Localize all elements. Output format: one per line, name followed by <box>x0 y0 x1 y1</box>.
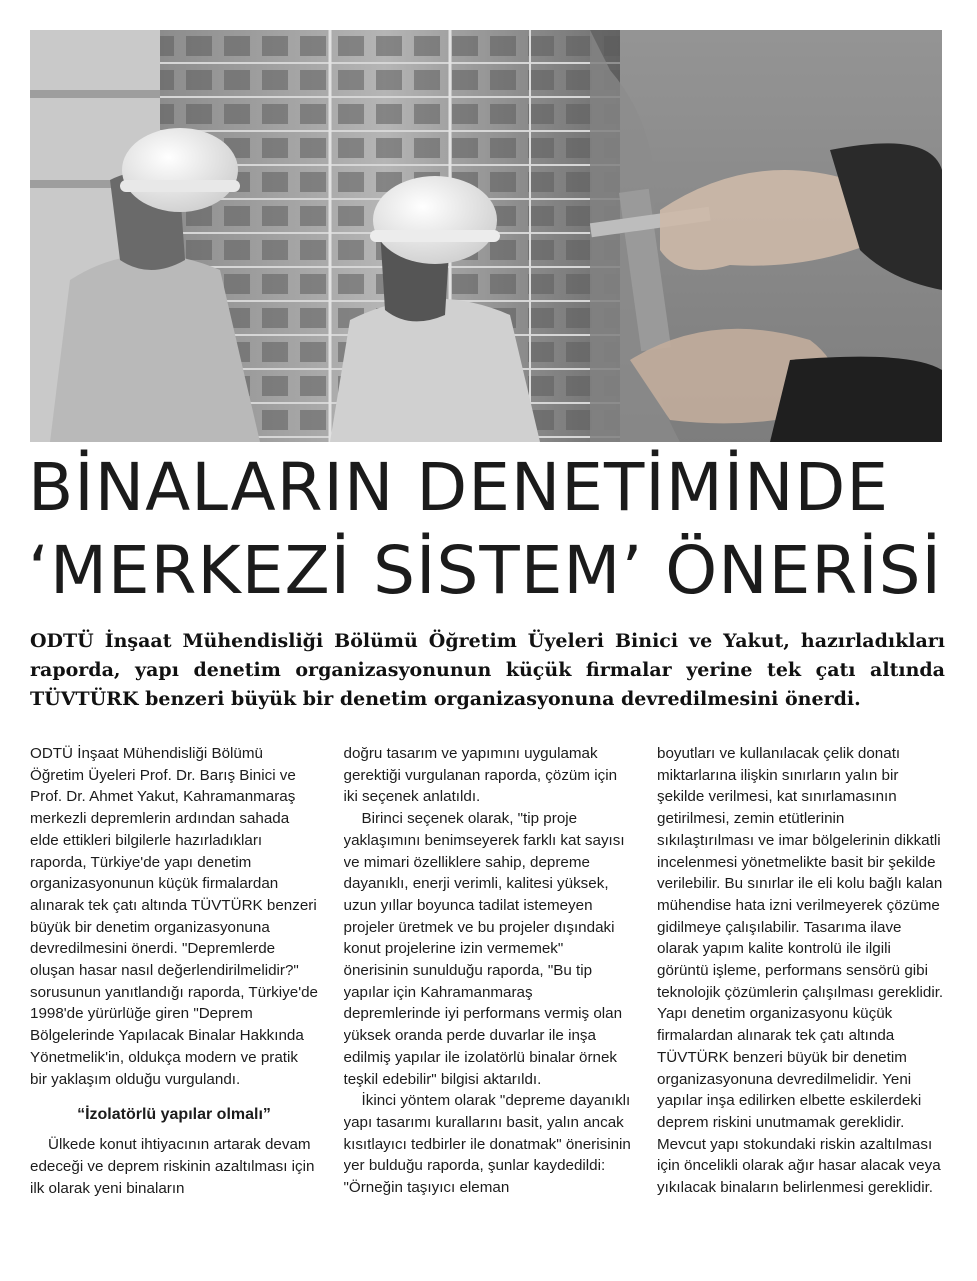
body-paragraph: Ülkede konut ihtiyacının artarak devam edeceği ve deprem riskinin azaltılması için ilk olarak yeni binaların <box>30 1136 315 1197</box>
body-paragraph: doğru tasarım ve yapımını uygulamak gerektiği vurgulanan raporda, çözüm için iki seçenek anlatıldı. <box>343 745 618 806</box>
article-body <box>30 743 945 1268</box>
body-paragraph: İkinci yöntem olarak "depreme dayanıklı yapı tasarımı kurallarını basit, yalın ancak kısıtlayıcı tedbirler ile donatmak" önerisinin yer bulduğu raporda, şunlar kaydedildi: "Örneğin taşıyıcı eleman <box>343 1092 631 1197</box>
body-paragraph: Birinci seçenek olarak, "tip proje yaklaşımını benimseyerek farklı kat sayısı ve mimari özelliklere sahip, depreme dayanıklı, enerji verimli, kalitesi yüksek, uzun yıllar boyunca tadilat istemeyen projeler üretmek ve bu projeler dışındaki konut projelerine izin vermemek" önerisinin sunulduğu raporda, "Bu tip yapılar için Kahramanmaraş depremlerinde iyi performans vermiş olan yüksek oranda perde duvarlar ile inşa edilmiş yapılar ile izolatörlü binalar örnek teşkil edebilir" bilgisi aktarıldı. <box>343 810 625 1088</box>
body-paragraph: ODTÜ İnşaat Mühendisliği Bölümü Öğretim Üyeleri Prof. Dr. Barış Binici ve Prof. Dr. Ahmet Yakut, Kahramanmaraş merkezli depremlerin ardından sahada elde ettikleri bilgilerle hazırladıkları raporda, Türkiye'de yapı denetim organizasyonunun küçük firmalardan alınarak tek çatı altında TÜVTÜRK benzeri büyük bir denetim organizasyonuna devredilmesini önerdi. "Depremlerde oluşan hasar nasıl değerlendirilmelidir?" sorusunun yanıtlandığı raporda, Türkiye'de 1998'de yürürlüğe giren "Deprem Bölgelerinde Yapılacak Binalar Hakkında Yönetmelik'in, oldukça modern ve pratik bir yaklaşım olduğu vurgulandı. <box>30 745 318 1088</box>
lead-paragraph: ODTÜ İnşaat Mühendisliği Bölümü Öğretim Üyeleri Binici ve Yakut, hazırladıkları raporda, yapı denetim organizasyonunun küçük firmalar yerine tek çatı altında TÜVTÜRK benzeri büyük bir denetim organizasyonuna devredilmesini önerdi. <box>30 630 945 710</box>
body-paragraph: boyutları ve kullanılacak çelik donatı miktarlarına ilişkin sınırların yalın bir şekilde verilmesi, kat sınırlamasının getirilmesi, zemin etütlerinin sıkılaştırılması ve imar bölgelerinin dikkatli incelenmesi yönetmelikte basit bir şekilde verilebilir. Bu sınırlar ile eli kolu bağlı kalan mühendise hata izni verilmeyerek çözüme gidilmeye çalışılabilir. Tasarıma ilave olarak yapım kalite kontrolü ile ilgili görüntü işleme, performans sensörü gibi teknolojik çözümlerin çalışılması gereklidir. Yapı denetim organizasyonu küçük firmalardan alınarak tek çatı altında TÜVTÜRK benzeri büyük bir denetim organizasyonuna devredilmelidir. Yeni yapılar inşa edilirken elbette eskilerdeki deprem riskini unutmamak gereklidir. Mevcut yapı stokundaki riskin azaltılması için öncelikli olarak ağır hasar alacak veya yıkılacak binaların belirlenmesi gereklidir. <box>657 745 944 1197</box>
section-subheading: “İzolatörlü yapılar olmalı” <box>77 1106 271 1124</box>
headline <box>28 446 948 612</box>
article-column-3 <box>657 743 945 1268</box>
headline-line-1: BİNALARIN DENETİMİNDE <box>28 449 890 526</box>
article-photo <box>30 30 942 442</box>
article-column-1 <box>30 743 318 1268</box>
article-column-2 <box>344 743 632 1268</box>
headline-line-2: ‘MERKEZİ SİSTEM’ ÖNERİSİ <box>28 532 943 609</box>
